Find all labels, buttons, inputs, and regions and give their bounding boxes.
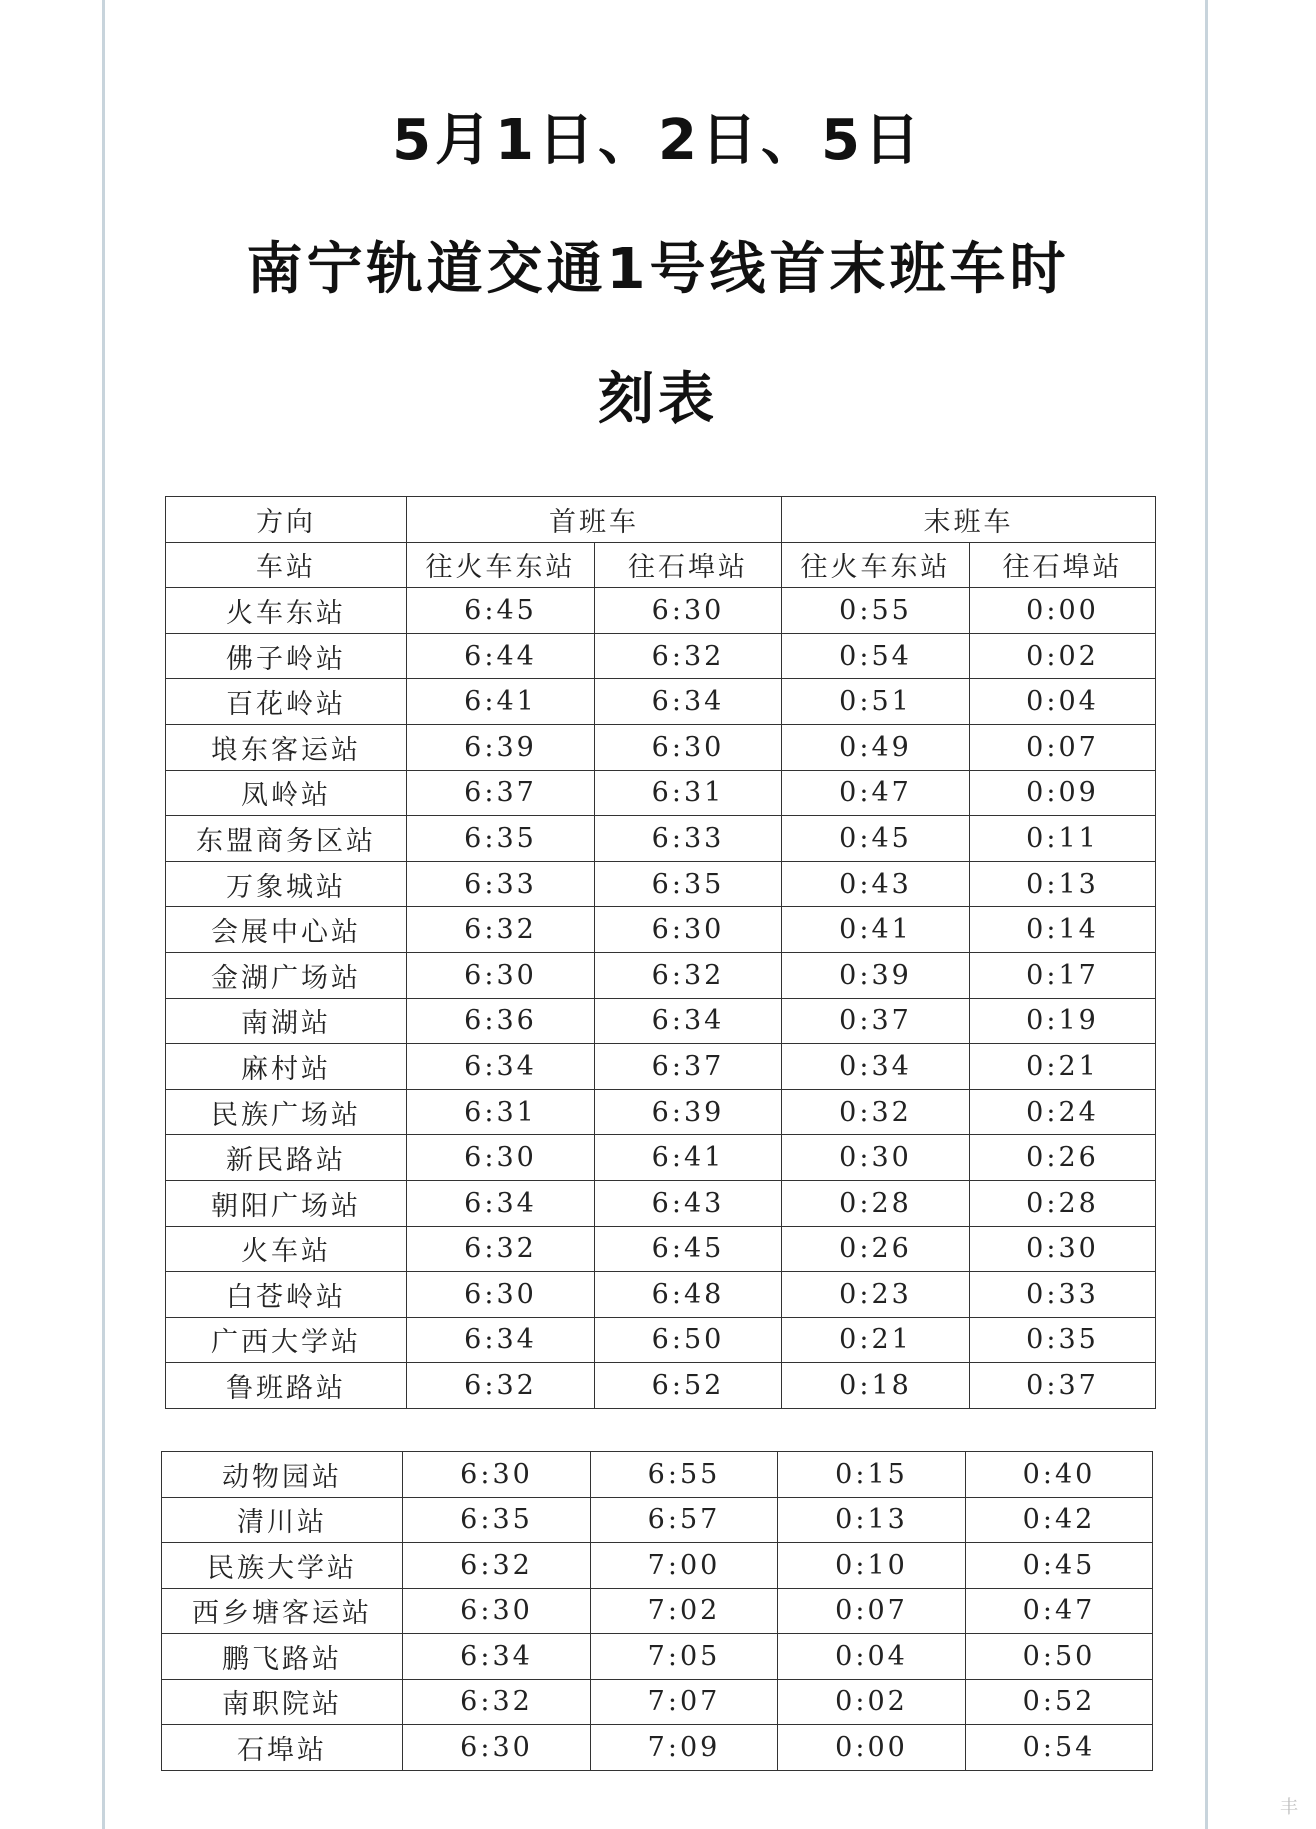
last-to-huochedong-cell: 0:39 [782, 952, 970, 998]
first-to-shibu-cell: 6:30 [595, 724, 782, 770]
table-row [166, 633, 1156, 679]
first-to-huochedong-header: 往火车东站 [407, 542, 595, 588]
last-to-huochedong-cell: 0:07 [778, 1588, 966, 1634]
header-row-station [166, 542, 1156, 588]
title-tail-line: 刻表 [598, 367, 718, 432]
table-row [166, 1317, 1156, 1363]
station-cell: 东盟商务区站 [166, 816, 407, 862]
first-to-shibu-cell: 6:52 [595, 1363, 782, 1409]
last-to-shibu-cell: 0:11 [970, 816, 1156, 862]
last-train-header: 末班车 [782, 497, 1156, 543]
table-row [162, 1634, 1153, 1680]
last-to-huochedong-cell: 0:54 [782, 633, 970, 679]
timetable-part-2 [161, 1451, 1153, 1771]
last-to-huochedong-cell: 0:23 [782, 1272, 970, 1318]
station-cell: 会展中心站 [166, 907, 407, 953]
first-to-shibu-cell: 6:50 [595, 1317, 782, 1363]
last-to-shibu-cell: 0:42 [966, 1497, 1153, 1543]
first-to-shibu-cell: 7:00 [591, 1543, 778, 1589]
table-row [166, 816, 1156, 862]
station-cell: 朝阳广场站 [166, 1180, 407, 1226]
station-cell: 鲁班路站 [166, 1363, 407, 1409]
last-to-shibu-cell: 0:02 [970, 633, 1156, 679]
first-to-huochedong-cell: 6:37 [407, 770, 595, 816]
station-cell: 金湖广场站 [166, 952, 407, 998]
title-date-line: 5月1日、2日、5日 [392, 108, 924, 173]
last-to-huochedong-cell: 0:28 [782, 1180, 970, 1226]
table-row [166, 907, 1156, 953]
header-row-direction [166, 497, 1156, 543]
last-to-huochedong-cell: 0:45 [782, 816, 970, 862]
station-cell: 南职院站 [162, 1679, 403, 1725]
last-to-shibu-cell: 0:14 [970, 907, 1156, 953]
last-to-shibu-cell: 0:37 [970, 1363, 1156, 1409]
table-row [162, 1452, 1153, 1498]
station-label: 车站 [166, 542, 407, 588]
last-to-shibu-cell: 0:19 [970, 998, 1156, 1044]
last-to-huochedong-cell: 0:51 [782, 679, 970, 725]
table-row [166, 1226, 1156, 1272]
last-to-huochedong-cell: 0:32 [782, 1089, 970, 1135]
station-cell: 民族广场站 [166, 1089, 407, 1135]
first-to-shibu-header: 往石埠站 [595, 542, 782, 588]
station-cell: 民族大学站 [162, 1543, 403, 1589]
station-cell: 南湖站 [166, 998, 407, 1044]
last-to-huochedong-cell: 0:43 [782, 861, 970, 907]
station-cell: 清川站 [162, 1497, 403, 1543]
last-to-shibu-cell: 0:00 [970, 588, 1156, 634]
table-row [166, 1044, 1156, 1090]
last-to-shibu-cell: 0:26 [970, 1135, 1156, 1181]
table-row [166, 679, 1156, 725]
last-to-shibu-cell: 0:07 [970, 724, 1156, 770]
table-row [166, 1272, 1156, 1318]
first-to-shibu-cell: 7:07 [591, 1679, 778, 1725]
last-to-huochedong-cell: 0:37 [782, 998, 970, 1044]
first-to-huochedong-cell: 6:32 [407, 1226, 595, 1272]
first-to-shibu-cell: 7:09 [591, 1725, 778, 1771]
first-to-shibu-cell: 6:37 [595, 1044, 782, 1090]
first-to-huochedong-cell: 6:30 [403, 1452, 591, 1498]
first-to-huochedong-cell: 6:34 [407, 1180, 595, 1226]
last-to-shibu-cell: 0:35 [970, 1317, 1156, 1363]
last-to-shibu-cell: 0:33 [970, 1272, 1156, 1318]
last-to-shibu-cell: 0:47 [966, 1588, 1153, 1634]
first-to-shibu-cell: 6:45 [595, 1226, 782, 1272]
last-to-huochedong-header: 往火车东站 [782, 542, 970, 588]
table-row [166, 1180, 1156, 1226]
first-to-huochedong-cell: 6:30 [407, 1272, 595, 1318]
last-to-huochedong-cell: 0:21 [782, 1317, 970, 1363]
last-to-huochedong-cell: 0:47 [782, 770, 970, 816]
first-to-shibu-cell: 6:31 [595, 770, 782, 816]
first-to-shibu-cell: 6:32 [595, 633, 782, 679]
last-to-huochedong-cell: 0:04 [778, 1634, 966, 1680]
station-cell: 广西大学站 [166, 1317, 407, 1363]
last-to-shibu-cell: 0:09 [970, 770, 1156, 816]
table-row [166, 724, 1156, 770]
first-to-huochedong-cell: 6:34 [407, 1317, 595, 1363]
last-to-huochedong-cell: 0:34 [782, 1044, 970, 1090]
first-to-shibu-cell: 6:43 [595, 1180, 782, 1226]
last-to-shibu-cell: 0:17 [970, 952, 1156, 998]
first-to-shibu-cell: 6:57 [591, 1497, 778, 1543]
station-cell: 埌东客运站 [166, 724, 407, 770]
station-cell: 新民路站 [166, 1135, 407, 1181]
last-to-shibu-cell: 0:24 [970, 1089, 1156, 1135]
last-to-shibu-cell: 0:45 [966, 1543, 1153, 1589]
table-row [166, 588, 1156, 634]
table-row [166, 1363, 1156, 1409]
station-cell: 火车东站 [166, 588, 407, 634]
table-row [162, 1543, 1153, 1589]
station-cell: 西乡塘客运站 [162, 1588, 403, 1634]
title-main-line: 南宁轨道交通1号线首末班车时 [246, 237, 1070, 302]
first-to-shibu-cell: 6:34 [595, 998, 782, 1044]
last-to-shibu-cell: 0:21 [970, 1044, 1156, 1090]
first-to-huochedong-cell: 6:32 [407, 1363, 595, 1409]
table-row [166, 952, 1156, 998]
first-to-shibu-cell: 6:35 [595, 861, 782, 907]
first-to-huochedong-cell: 6:32 [403, 1543, 591, 1589]
station-cell: 麻村站 [166, 1044, 407, 1090]
first-to-shibu-cell: 6:55 [591, 1452, 778, 1498]
first-to-huochedong-cell: 6:32 [407, 907, 595, 953]
station-cell: 白苍岭站 [166, 1272, 407, 1318]
table-row [166, 998, 1156, 1044]
first-to-huochedong-cell: 6:30 [403, 1725, 591, 1771]
last-to-huochedong-cell: 0:15 [778, 1452, 966, 1498]
last-to-shibu-cell: 0:13 [970, 861, 1156, 907]
station-cell: 鹏飞路站 [162, 1634, 403, 1680]
last-to-shibu-cell: 0:40 [966, 1452, 1153, 1498]
first-to-huochedong-cell: 6:34 [403, 1634, 591, 1680]
last-to-shibu-cell: 0:04 [970, 679, 1156, 725]
last-to-shibu-cell: 0:50 [966, 1634, 1153, 1680]
table-row [166, 770, 1156, 816]
last-to-huochedong-cell: 0:26 [782, 1226, 970, 1272]
station-cell: 佛子岭站 [166, 633, 407, 679]
last-to-shibu-cell: 0:52 [966, 1679, 1153, 1725]
direction-label: 方向 [166, 497, 407, 543]
last-to-shibu-header: 往石埠站 [970, 542, 1156, 588]
last-to-huochedong-cell: 0:18 [782, 1363, 970, 1409]
first-to-huochedong-cell: 6:39 [407, 724, 595, 770]
first-to-huochedong-cell: 6:34 [407, 1044, 595, 1090]
station-cell: 石埠站 [162, 1725, 403, 1771]
last-to-huochedong-cell: 0:49 [782, 724, 970, 770]
first-to-shibu-cell: 6:48 [595, 1272, 782, 1318]
first-to-huochedong-cell: 6:45 [407, 588, 595, 634]
station-cell: 动物园站 [162, 1452, 403, 1498]
first-to-shibu-cell: 6:34 [595, 679, 782, 725]
first-to-huochedong-cell: 6:30 [403, 1588, 591, 1634]
station-cell: 百花岭站 [166, 679, 407, 725]
first-to-huochedong-cell: 6:33 [407, 861, 595, 907]
first-to-shibu-cell: 6:33 [595, 816, 782, 862]
last-to-huochedong-cell: 0:55 [782, 588, 970, 634]
first-to-huochedong-cell: 6:44 [407, 633, 595, 679]
first-to-shibu-cell: 7:02 [591, 1588, 778, 1634]
first-to-huochedong-cell: 6:32 [403, 1679, 591, 1725]
last-to-huochedong-cell: 0:30 [782, 1135, 970, 1181]
first-to-shibu-cell: 6:30 [595, 588, 782, 634]
last-to-huochedong-cell: 0:13 [778, 1497, 966, 1543]
first-to-huochedong-cell: 6:35 [403, 1497, 591, 1543]
first-to-shibu-cell: 6:32 [595, 952, 782, 998]
last-to-shibu-cell: 0:54 [966, 1725, 1153, 1771]
last-to-shibu-cell: 0:30 [970, 1226, 1156, 1272]
first-to-huochedong-cell: 6:35 [407, 816, 595, 862]
first-to-shibu-cell: 6:39 [595, 1089, 782, 1135]
first-to-shibu-cell: 7:05 [591, 1634, 778, 1680]
station-cell: 凤岭站 [166, 770, 407, 816]
first-to-shibu-cell: 6:41 [595, 1135, 782, 1181]
table-row [162, 1679, 1153, 1725]
station-cell: 火车站 [166, 1226, 407, 1272]
first-train-header: 首班车 [407, 497, 782, 543]
first-to-huochedong-cell: 6:30 [407, 952, 595, 998]
first-to-huochedong-cell: 6:41 [407, 679, 595, 725]
last-to-shibu-cell: 0:28 [970, 1180, 1156, 1226]
table-row [166, 1135, 1156, 1181]
table-row [162, 1588, 1153, 1634]
station-cell: 万象城站 [166, 861, 407, 907]
first-to-huochedong-cell: 6:30 [407, 1135, 595, 1181]
table-row [166, 861, 1156, 907]
timetable-part-1 [165, 496, 1156, 1409]
last-to-huochedong-cell: 0:00 [778, 1725, 966, 1771]
table-row [162, 1725, 1153, 1771]
table-row [162, 1497, 1153, 1543]
first-to-huochedong-cell: 6:36 [407, 998, 595, 1044]
last-to-huochedong-cell: 0:10 [778, 1543, 966, 1589]
last-to-huochedong-cell: 0:02 [778, 1679, 966, 1725]
watermark: 丰 [1280, 1797, 1298, 1818]
first-to-huochedong-cell: 6:31 [407, 1089, 595, 1135]
table-row [166, 1089, 1156, 1135]
first-to-shibu-cell: 6:30 [595, 907, 782, 953]
last-to-huochedong-cell: 0:41 [782, 907, 970, 953]
